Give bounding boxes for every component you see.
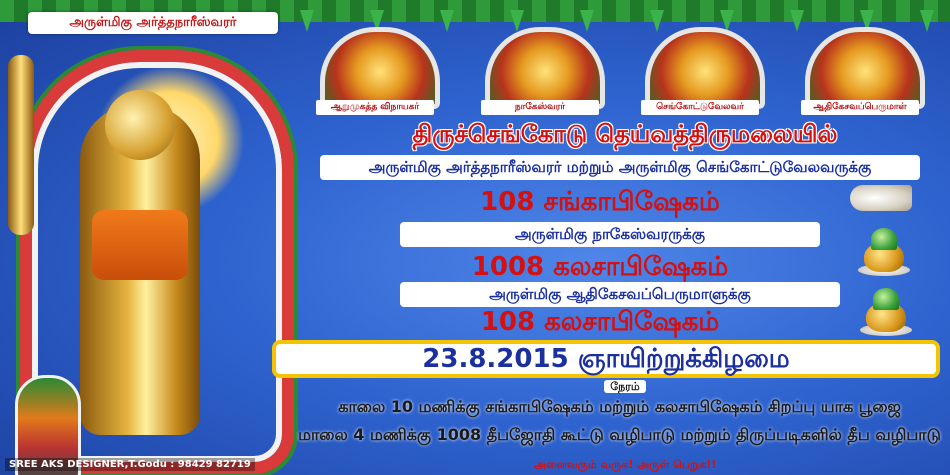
subtitle-bar-1: [320, 155, 920, 180]
thumbnail-caption: நாகேஸ்வரர்: [481, 100, 599, 115]
subtitle-bar-2: [400, 222, 820, 247]
event-1: 108 சங்காபிஷேகம்: [480, 187, 720, 217]
time-morning: காலை 10 மணிக்கு சங்காபிஷேகம் மற்றும் கலசாபிஷேகம் சிறப்பு யாக பூஜை: [338, 397, 901, 416]
event-2: 1008 கலசாபிஷேகம்: [471, 252, 729, 282]
subtitle-2: அருள்மிகு நாகேஸ்வரருக்கு: [515, 225, 705, 243]
thumbnail-caption: செங்கோட்டுவேலவர்: [641, 100, 759, 115]
deity-thumbnails: [310, 25, 940, 115]
main-title: திருச்செங்கோடு தெய்வத்திருமலையில்: [412, 120, 838, 148]
deity-image: [0, 35, 290, 460]
thumbnail-sengottuvelavar: [635, 25, 765, 115]
time-evening: மாலை 4 மணிக்கு 1008 தீபஜோதி கூட்டு வழிபாடு மற்றும் திருப்படிகளில் தீப வழிபாடு: [298, 425, 941, 444]
thumbnail-caption: ஆறுமுகத்த விநாயகர்: [316, 100, 434, 115]
subtitle-3: அருள்மிகு ஆதிகேசவப்பெருமாளுக்கு: [489, 285, 751, 303]
subtitle-1: அருள்மிகு அர்த்தநாரீஸ்வரர் மற்றும் அருள்மிகு செங்கோட்டுவேலவருக்கு: [368, 158, 872, 176]
thumbnail-vinayagar: [310, 25, 440, 115]
staff-icon: [8, 55, 34, 235]
thumbnail-nageswarar: [475, 25, 605, 115]
temple-title: அருள்மிகு அர்த்தநாரீஸ்வரர்: [28, 12, 278, 34]
date-bar: [272, 340, 940, 378]
event-date: 23.8.2015 ஞாயிற்றுக்கிழமை: [422, 344, 790, 374]
subtitle-bar-3: [400, 282, 840, 307]
thumbnail-caption: ஆதிகேசவப்பெருமாள்: [801, 100, 919, 115]
event-3: 108 கலசாபிஷேகம்: [480, 307, 720, 337]
thumbnail-adikesava-perumal: [795, 25, 925, 115]
designer-credit: SREE AKS DESIGNER,T.Godu : 98429 82719: [5, 458, 255, 471]
time-label: நேரம்: [300, 380, 950, 395]
invitation: அனைவரும் வருக! அருள் பெறுக!!: [533, 458, 717, 471]
conch-icon: [850, 185, 912, 211]
